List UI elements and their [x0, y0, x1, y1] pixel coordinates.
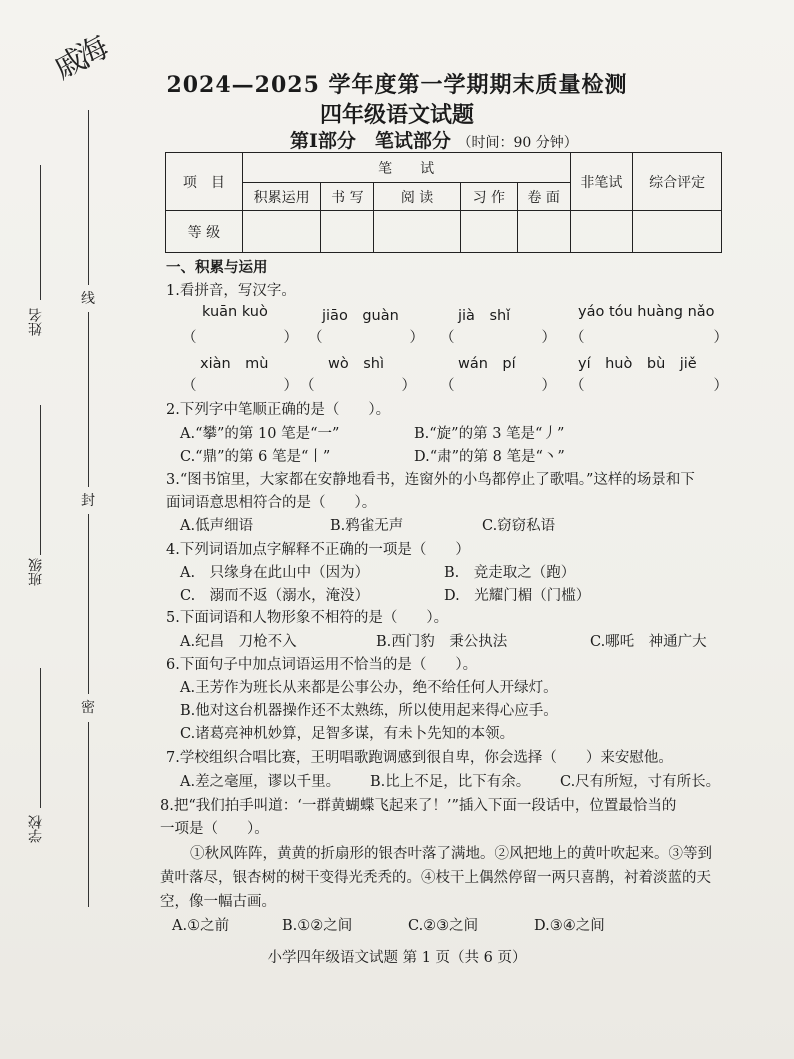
answer-blank[interactable]: （ ） [300, 378, 416, 394]
q4-stem: 4.下列词语加点字解释不正确的一项是（ ） [166, 542, 470, 558]
q3-option-c: C.窃窃私语 [482, 518, 556, 534]
q1-pinyin-7: wán pí [458, 356, 516, 372]
page-footer: 小学四年级语文试题 第 1 页（共 6 页） [267, 950, 527, 966]
q4-option-b: B. 竞走取之（跑） [444, 565, 576, 581]
grade-cell[interactable] [517, 211, 570, 253]
seal-char-seal: 封 [81, 493, 95, 509]
name-blank-line [40, 165, 41, 300]
answer-blank[interactable]: （ ） [440, 330, 556, 346]
q7-stem: 7.学校组织合唱比赛，王明唱歌跑调感到很自卑，你会选择（ ）来安慰他。 [166, 750, 673, 766]
q1-stem: 1.看拼音，写汉字。 [166, 283, 296, 299]
q7-option-a: A.差之毫厘，谬以千里。 [180, 774, 341, 790]
q3-option-a: A.低声细语 [180, 518, 254, 534]
seal-line [88, 110, 89, 285]
seal-char-secret: 密 [81, 700, 95, 716]
q2-option-c: C.“鼎”的第 6 笔是“丨” [180, 449, 331, 465]
q4-option-a: A. 只缘身在此山中（因为） [180, 565, 370, 581]
q1-pinyin-3: jià shǐ [458, 308, 511, 324]
q3-stem-line2: 面词语意思相符合的是（ ）。 [166, 495, 377, 511]
written-header: 笔 试 [242, 153, 570, 183]
q5-option-c: C.哪吒 神通广大 [590, 634, 707, 650]
q1-pinyin-8: yí huò bù jiě [578, 356, 697, 372]
seal-line [88, 722, 89, 907]
part-heading [290, 126, 578, 153]
overall-header: 综合评定 [633, 153, 722, 211]
q5-stem: 5.下面词语和人物形象不相符的是（ ）。 [166, 610, 449, 626]
seal-line [88, 312, 89, 487]
part-label: 第Ⅰ部分 笔试部分 [290, 130, 451, 152]
answer-blank[interactable]: （ ） [182, 330, 298, 346]
col-reading: 阅 读 [374, 183, 461, 211]
section-heading: 一、积累与运用 [166, 259, 268, 276]
q8-passage-line3: 空，像一幅古画。 [160, 894, 276, 910]
time-note: （时间：90 分钟） [457, 135, 578, 151]
grade-row-label: 等 级 [166, 211, 243, 253]
q3-stem-line1: 3.“图书馆里，大家都在安静地看书，连窗外的小鸟都停止了歌唱。”这样的场景和下 [166, 472, 695, 488]
grade-cell[interactable] [460, 211, 517, 253]
answer-blank[interactable]: （ ） [440, 378, 556, 394]
q6-option-b: B.他对这台机器操作还不太熟练，所以使用起来得心应手。 [180, 703, 558, 719]
grade-table [165, 152, 722, 253]
exam-title: 2024—2025 学年度第一学期期末质量检测 [166, 72, 628, 98]
answer-blank[interactable]: （ ） [570, 378, 734, 394]
q7-option-b: B.比上不足，比下有余。 [370, 774, 531, 790]
q2-stem: 2.下列字中笔顺正确的是（ ）。 [166, 402, 391, 418]
answer-blank[interactable]: （ ） [182, 378, 298, 394]
q2-option-b: B.“旋”的第 3 笔是“丿” [414, 426, 565, 442]
q8-stem-line2: 一项是（ ）。 [160, 821, 269, 837]
q1-pinyin-1: kuān kuò [202, 304, 268, 320]
q8-passage-line2: 黄叶落尽，银杏树的树干变得光秃秃的。④枝干上偶然停留一两只喜鹊，衬着淡蓝的天 [160, 870, 711, 886]
q5-option-b: B.西门豹 秉公执法 [376, 634, 508, 650]
q2-option-d: D.“肃”的第 8 笔是“丶” [414, 449, 565, 465]
answer-blank[interactable]: （ ） [308, 330, 424, 346]
q8-option-c: C.②③之间 [408, 918, 479, 934]
name-field-label: 姓名 [28, 308, 44, 336]
exam-subtitle: 四年级语文试题 [319, 102, 474, 128]
q8-option-d: D.③④之间 [534, 918, 605, 934]
q6-stem: 6.下面句子中加点词语运用不恰当的是（ ）。 [166, 657, 478, 673]
answer-blank[interactable]: （ ） [570, 330, 734, 346]
col-composition: 习 作 [460, 183, 517, 211]
q6-option-a: A.王芳作为班长从来都是公事公办，绝不给任何人开绿灯。 [180, 680, 558, 696]
item-header: 项 目 [166, 153, 243, 211]
q2-option-a: A.“攀”的第 10 笔是“一” [180, 426, 340, 442]
q1-pinyin-5: xiàn mù [200, 356, 269, 372]
q3-option-b: B.鸦雀无声 [330, 518, 404, 534]
non-written-header: 非笔试 [570, 153, 633, 211]
q1-pinyin-2: jiāo guàn [322, 308, 399, 324]
q8-option-b: B.①②之间 [282, 918, 353, 934]
col-accumulation: 积累运用 [242, 183, 321, 211]
q1-pinyin-4: yáo tóu huàng nǎo [578, 304, 715, 320]
seal-line [88, 514, 89, 694]
col-neatness: 卷 面 [517, 183, 570, 211]
q8-stem-line1: 8.把“我们拍手叫道：‘一群黄蝴蝶飞起来了！’”插入下面一段话中，位置最恰当的 [160, 798, 677, 814]
q4-option-d: D. 光耀门楣（门槛） [444, 588, 591, 604]
q4-option-c: C. 溺而不返（溺水，淹没） [180, 588, 370, 604]
school-blank-line [40, 668, 41, 808]
grade-cell[interactable] [374, 211, 461, 253]
q6-option-c: C.诸葛亮神机妙算，足智多谋，有未卜先知的本领。 [180, 726, 515, 742]
seal-char-line: 线 [81, 291, 95, 307]
grade-cell[interactable] [570, 211, 633, 253]
handwritten-signature: 戚海 [48, 31, 111, 87]
q5-option-a: A.纪昌 刀枪不入 [180, 634, 297, 650]
class-field-label: 班级 [28, 558, 44, 586]
q1-pinyin-6: wò shì [328, 356, 385, 372]
grade-cell[interactable] [242, 211, 321, 253]
q8-option-a: A.①之前 [172, 918, 230, 934]
class-blank-line [40, 405, 41, 555]
grade-cell[interactable] [321, 211, 374, 253]
school-field-label: 学校 [28, 815, 44, 843]
q7-option-c: C.尺有所短，寸有所长。 [560, 774, 721, 790]
col-writing: 书 写 [321, 183, 374, 211]
grade-cell[interactable] [633, 211, 722, 253]
q8-passage-line1: ①秋风阵阵，黄黄的折扇形的银杏叶落了满地。②风把地上的黄叶吹起来。③等到 [190, 846, 712, 862]
